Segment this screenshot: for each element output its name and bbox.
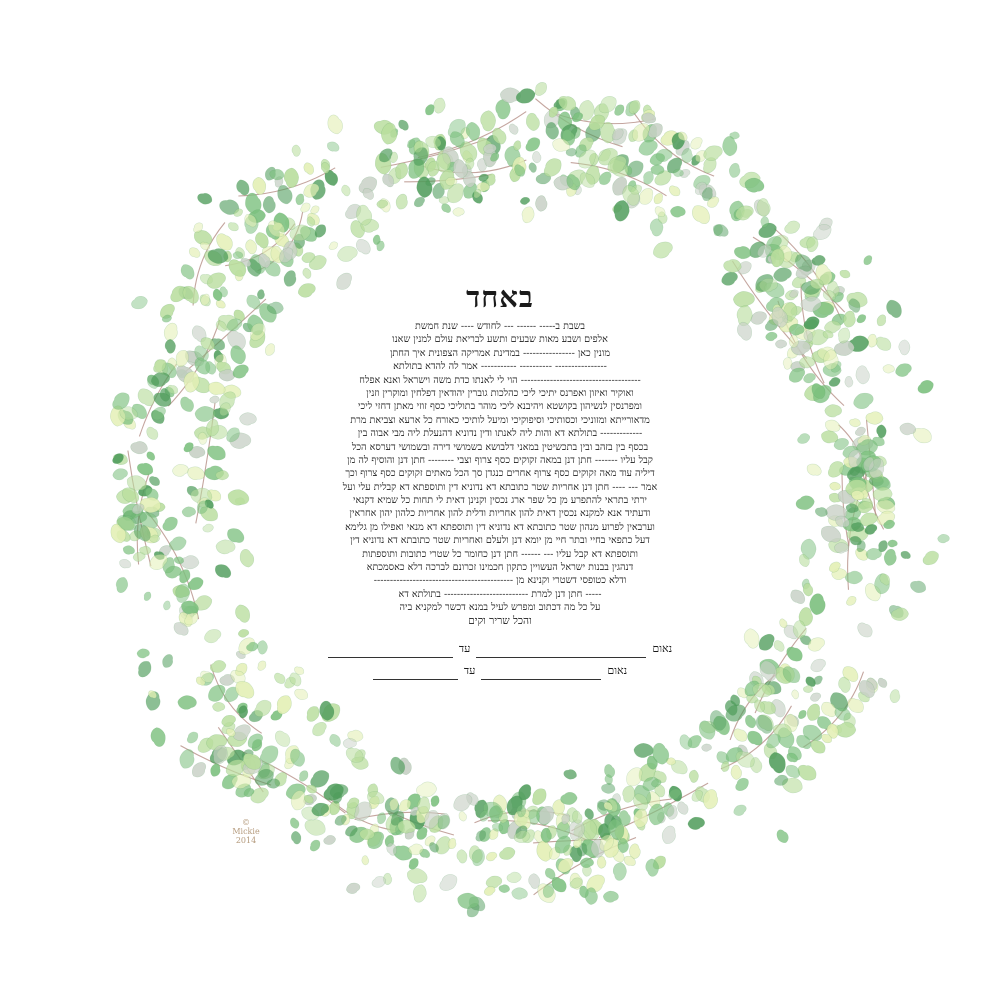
fern-leaflet [523, 135, 542, 155]
fern-leaflet [756, 631, 776, 653]
fern-leaflet [239, 411, 258, 427]
fern-leaflet [875, 424, 888, 439]
fern-leaflet [212, 701, 226, 713]
fern-leaflet [327, 732, 343, 748]
fern-leaflet [345, 880, 362, 896]
fern-leaflet [413, 885, 426, 903]
fern-leaflet [161, 653, 174, 668]
fern-leaflet [440, 202, 453, 214]
fern-leaflet [206, 419, 219, 436]
ketubah-line: בכסף בין בזהב ובין בתכשיטין במאני דלבושא בשמושי דירה ובשמושי דערסא הכל [351, 441, 649, 453]
fern-leaflet [677, 733, 695, 752]
fern-leaflet [506, 870, 523, 885]
ketubah-heading: באחד [466, 280, 534, 314]
fern-leaflet [148, 726, 169, 749]
fern-leaflet [890, 689, 900, 703]
fern-leaflet [523, 111, 542, 132]
fern-leaflet [123, 546, 135, 555]
fern-leaflet [232, 602, 254, 625]
fern-leaflet [531, 150, 543, 163]
fern-leaflet [855, 313, 867, 325]
fern-leaflet [335, 242, 359, 264]
fern-leaflet [298, 769, 309, 782]
fern-leaflet [849, 419, 860, 427]
fern-leaflet [667, 184, 682, 198]
fern-leaflet [612, 862, 628, 881]
witness-signature-row-2[interactable] [258, 664, 742, 686]
fern-leaflet [185, 730, 200, 746]
fern-leaflet [507, 122, 521, 136]
fern-leaflet [457, 893, 478, 909]
fern-leaflet [324, 113, 346, 137]
ketubah-line: מונין כאן ---------------- במדינת אמריקה הצפונית איך החתן [389, 347, 611, 359]
ketubah-line: דנהגין בבנות ישראל העשויין כתקון חכמינו זכרונם לברכה דלא כאסמכתא [366, 562, 634, 574]
fern-leaflet [111, 466, 129, 482]
fern-leaflet [228, 490, 249, 506]
fern-leaflet [826, 458, 846, 480]
fern-leaflet [210, 763, 221, 777]
fern-leaflet [796, 431, 812, 446]
fern-leaflet [613, 200, 630, 222]
fern-leaflet [434, 98, 446, 113]
fern-leaflet [227, 221, 240, 232]
fern-leaflet [197, 193, 212, 205]
fern-leaflet [175, 349, 189, 367]
fern-leaflet [910, 580, 927, 593]
ketubah-line: אלפים ושבע מאות שבעים ותשע לבריאת עולם למנין שאנו [392, 334, 608, 346]
fern-leaflet [310, 719, 329, 739]
ketubah-line: ------------- בתולתא דא והות ליה לאנתו ודין נדוניא דהנעלת ליה מבי אבוה בין [357, 428, 643, 440]
fern-leaflet [883, 297, 906, 320]
fern-leaflet [808, 656, 827, 675]
fern-leaflet [137, 660, 153, 679]
ketubah-line: ודלא כטופסי דשטרי וקנינא מן ------------------------------------------- [373, 575, 627, 587]
witness-2-title: עד [463, 663, 476, 677]
fern-leaflet [187, 466, 205, 480]
fern-leaflet [530, 787, 548, 808]
fern-leaflet [821, 431, 838, 444]
fern-leaflet [579, 856, 594, 869]
fern-leaflet [340, 184, 353, 198]
fern-leaflet [437, 871, 460, 895]
fern-leaflet [513, 140, 521, 150]
fern-leaflet [527, 161, 538, 173]
ketubah-line: ואוקיר ואיזון ואפרנס יתיכי ליכי כהלכות גוברין יהודאין דפלחין ומוקרין וזנין [366, 387, 634, 399]
fern-leaflet [670, 205, 687, 219]
fern-leaflet [396, 194, 408, 210]
fern-leaflet [178, 262, 198, 282]
fern-leaflet [511, 887, 528, 901]
fern-leaflet [227, 343, 250, 367]
fern-leaflet [809, 691, 822, 704]
fern-leaflet [900, 550, 911, 559]
fern-leaflet [921, 548, 942, 569]
witness-2-label: נאום [607, 663, 628, 677]
fern-leaflet [882, 364, 894, 374]
witness-1-name-line[interactable] [476, 657, 646, 658]
fern-leaflet [884, 549, 897, 566]
fern-leaflet [876, 314, 887, 327]
fern-leaflet [291, 144, 302, 157]
fern-leaflet [116, 577, 128, 592]
fern-leaflet [485, 850, 499, 863]
fern-leaflet [213, 562, 233, 579]
copyright-mark: © [242, 818, 250, 827]
fern-leaflet [782, 218, 802, 237]
ketubah-line: דעל כתפאי בחיי ובתר חיי מן יומא דנן ולעלם ואחריות שטר כתובתא דא נדוניא דין [350, 535, 650, 547]
fern-leaflet [653, 192, 664, 205]
ketubah-line: והכל שריר וקים [468, 614, 532, 627]
fern-leaflet [144, 425, 161, 442]
fern-leaflet [602, 889, 619, 904]
fern-leaflet [322, 833, 337, 846]
ketubah-line: על כל מה דכתוב ומפרש לעיל במנא דכשר למקניא ביה [399, 602, 601, 614]
fern-leaflet [784, 645, 805, 664]
fern-leaflet [701, 743, 712, 753]
fern-leaflet [830, 482, 841, 491]
fern-leaflet [824, 403, 843, 419]
fern-leaflet [794, 493, 816, 513]
ketubah-line: ותוספתא דא קבל עליו --- ------ חתן דנן כחומר כל שטרי כתובות ותוספתות [362, 548, 638, 560]
artist-signature [226, 818, 266, 845]
ketubah-line: ---------------- ---------- ----------- אמר לה להדא בתולתא [393, 361, 607, 373]
fern-leaflet [887, 539, 898, 548]
fern-leaflet [215, 299, 227, 309]
ketubah-line: קבל עליו ------- חתן דנן במאה זקוקים כסף צרוף וצבי -------- חתן דנן והוסיף לה מן [347, 454, 653, 466]
fern-leaflet [209, 395, 220, 405]
fern-leaflet [745, 178, 765, 193]
ketubah-line: בשבת ב----- ------ --- לחודש ---- שנת חמשת [414, 321, 585, 332]
fern-leaflet [261, 195, 277, 214]
fern-leaflet [177, 395, 197, 415]
witness-1-title: עד [458, 641, 471, 655]
fern-leaflet [893, 360, 913, 380]
ketubah-body [258, 320, 742, 628]
ketubah-line: אמר --- ---- חתן דנן אחריות שטר כתובתא דא נדוניא דין ותוספתא דא קבלית עלי ועל [342, 481, 658, 493]
ketubah-line: ומפרנסין לנשיהון בקושטא ויהיבנא ליכי מוהר בתוליכי כסף זוזי מאתן דחזי ליכי [358, 401, 642, 413]
fern-leaflet [160, 514, 180, 534]
fern-leaflet [452, 206, 465, 217]
fern-leaflet [862, 254, 873, 266]
fern-leaflet [145, 450, 157, 462]
fern-leaflet [797, 709, 808, 721]
fern-leaflet [430, 795, 439, 807]
fern-leaflet [712, 223, 730, 238]
fern-leaflet [208, 382, 226, 396]
fern-leaflet [916, 377, 936, 397]
fern-leaflet [326, 141, 340, 153]
fern-leaflet [843, 311, 856, 328]
fern-leaflet [377, 812, 386, 824]
witness-signature-row-1[interactable] [258, 642, 742, 664]
fern-leaflet [601, 783, 616, 795]
fern-leaflet [130, 441, 148, 455]
fern-leaflet [686, 814, 706, 832]
fern-leaflet [775, 338, 788, 349]
fern-leaflet [497, 844, 517, 862]
fern-leaflet [272, 728, 294, 749]
fern-leaflet [202, 522, 215, 534]
ketubah-text-block [258, 282, 742, 712]
fern-leaflet [845, 594, 858, 607]
ketubah-line: ----- חתן דנן למרת -------------------------- בתולתא דא [398, 588, 602, 600]
fern-leaflet [533, 80, 549, 97]
fern-leaflet [897, 339, 911, 356]
fern-leaflet [143, 591, 152, 601]
fern-leaflet [729, 764, 743, 781]
fern-leaflet [302, 161, 317, 176]
fern-leaflet [187, 246, 202, 259]
fern-leaflet [137, 462, 154, 475]
fern-leaflet [328, 240, 340, 252]
fern-leaflet [163, 601, 170, 610]
fern-leaflet [361, 855, 370, 866]
fern-leaflet [457, 810, 468, 822]
fern-leaflet [790, 689, 800, 700]
ketubah-line: ירתי בתראי להתפרע מן כל שפר ארג נכסין וקנינן דאית לי תחות כל שמיא דקנאי [353, 495, 647, 507]
fern-leaflet [688, 769, 700, 783]
fern-leaflet [163, 338, 177, 354]
fern-leaflet [689, 135, 705, 152]
fern-leaflet [774, 828, 791, 845]
fern-leaflet [171, 462, 190, 479]
fern-leaflet [181, 505, 197, 518]
ketubah-line: מדאורייתא ומזוניכי וכסותיכי וסיפוקיכי ומיעל לותיכי כאורח כל ארעא וצביאת מרת [350, 414, 650, 426]
witness-2-name-line[interactable] [481, 679, 601, 680]
fern-leaflet [815, 507, 827, 516]
fern-leaflet [806, 463, 823, 477]
fern-leaflet [514, 85, 538, 107]
fern-leaflet [304, 818, 327, 837]
fern-leaflet [764, 330, 778, 342]
fern-leaflet [650, 237, 675, 262]
fern-leaflet [407, 868, 427, 884]
fern-leaflet [396, 118, 410, 132]
fern-leaflet [564, 770, 577, 780]
ketubah-line: וערבאין לפרוע מנהון שטר כתובתא דא נדוניא דין ותוספתא דא מנאי ואפילו מן גלימא [345, 521, 655, 533]
signature-block [258, 642, 742, 686]
fern-leaflet [119, 559, 132, 569]
fern-leaflet [662, 825, 677, 844]
ketubah-line: ודעתיד אנא למקנא נכסין דאית להון אחריות ודלית להון אחריות כלהון יהון אחראין [349, 508, 651, 520]
ketubah-line: ------------------------------------- הוי לי לאנתו כדת משה וישראל ואנא אפלח [359, 374, 641, 386]
fern-leaflet [309, 838, 322, 853]
fern-leaflet [522, 207, 535, 223]
witness-1-label: נאום [652, 641, 673, 655]
fern-leaflet [734, 246, 751, 259]
fern-leaflet [237, 627, 250, 638]
fern-leaflet [295, 193, 304, 205]
fern-leaflet [729, 163, 740, 178]
fern-leaflet [288, 816, 301, 830]
witness-1-sign-line[interactable] [328, 657, 453, 658]
fern-leaflet [289, 830, 303, 846]
fern-leaflet [839, 269, 851, 278]
artist-year: 2014 [235, 836, 257, 845]
fern-leaflet [732, 802, 748, 818]
fern-leaflet [148, 475, 162, 487]
fern-leaflet [519, 195, 531, 206]
fern-leaflet [851, 389, 876, 413]
fern-leaflet [174, 557, 184, 564]
artist-name: Mickie [232, 827, 260, 836]
fern-leaflet [237, 547, 257, 569]
fern-leaflet [855, 620, 876, 639]
fern-leaflet [136, 647, 151, 660]
fern-leaflet [853, 364, 872, 385]
ketubah-line: דיליה עוד מאה זקוקים כסף צרוף אחרים כנגדן סך הכל מאתים זקוקים כסף צרוף וכך [345, 468, 655, 480]
fern-leaflet [701, 142, 725, 165]
fern-leaflet [202, 626, 223, 646]
fern-leaflet [498, 884, 510, 893]
fern-leaflet [534, 195, 548, 212]
witness-2-sign-line[interactable] [373, 679, 458, 680]
fern-leaflet [179, 749, 195, 769]
fern-leaflet [844, 376, 854, 388]
fern-leaflet [937, 533, 951, 545]
fern-leaflet [163, 322, 178, 341]
fern-leaflet [455, 848, 469, 864]
fern-leaflet [177, 694, 198, 712]
fern-leaflet [865, 410, 884, 425]
fern-leaflet [129, 293, 149, 312]
